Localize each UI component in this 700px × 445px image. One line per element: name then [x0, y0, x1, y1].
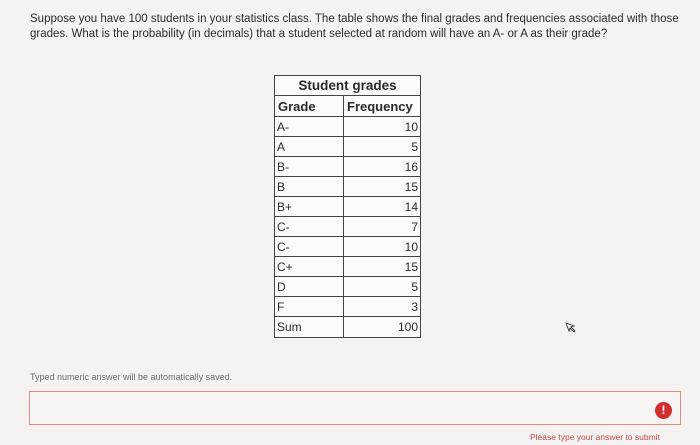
mouse-pointer-icon: [564, 320, 578, 334]
table-row: [275, 177, 421, 197]
question-text: Suppose you have 100 students in your statistics class. The table shows the final grades and frequencies associated with those grades. What is the probability (in decimals) that a student selected at random will have an A- or A as their grade?: [30, 13, 679, 40]
grades-table: [274, 75, 421, 338]
table-row: [275, 237, 421, 257]
grade-cell: A: [275, 137, 344, 157]
table-row: [275, 277, 421, 297]
grade-cell: D: [275, 277, 344, 297]
frequency-cell: 15: [344, 177, 421, 197]
frequency-cell: 3: [344, 297, 421, 317]
table-row: [275, 257, 421, 277]
table-row: [275, 137, 421, 157]
table-row: [275, 157, 421, 177]
table-row: [275, 297, 421, 317]
frequency-cell: 10: [344, 117, 421, 137]
table-row: [275, 117, 421, 137]
frequency-cell: 5: [344, 137, 421, 157]
frequency-cell: 10: [344, 237, 421, 257]
sum-label-cell: Sum: [275, 317, 344, 338]
grade-cell: C-: [275, 217, 344, 237]
table-row: [275, 197, 421, 217]
column-header-grade: Grade: [275, 96, 344, 117]
frequency-cell: 16: [344, 157, 421, 177]
answer-input[interactable]: [29, 391, 681, 425]
grade-cell: B-: [275, 157, 344, 177]
table-header-row: [275, 96, 421, 117]
frequency-cell: 7: [344, 217, 421, 237]
table-caption: Student grades: [274, 75, 421, 95]
frequency-cell: 15: [344, 257, 421, 277]
grade-cell: B: [275, 177, 344, 197]
table-row: [275, 217, 421, 237]
sum-value-cell: 100: [344, 317, 421, 338]
grade-cell: C-: [275, 237, 344, 257]
grade-cell: B+: [275, 197, 344, 217]
grade-cell: C+: [275, 257, 344, 277]
autosave-note: Typed numeric answer will be automatically saved.: [30, 372, 233, 382]
grade-cell: F: [275, 297, 344, 317]
table-sum-row: [275, 317, 421, 338]
frequency-cell: 5: [344, 277, 421, 297]
submit-hint: Please type your answer to submit: [530, 432, 660, 442]
grade-cell: A-: [275, 117, 344, 137]
frequency-cell: 14: [344, 197, 421, 217]
error-alert-icon: !: [655, 402, 672, 419]
column-header-frequency: Frequency: [344, 96, 421, 117]
